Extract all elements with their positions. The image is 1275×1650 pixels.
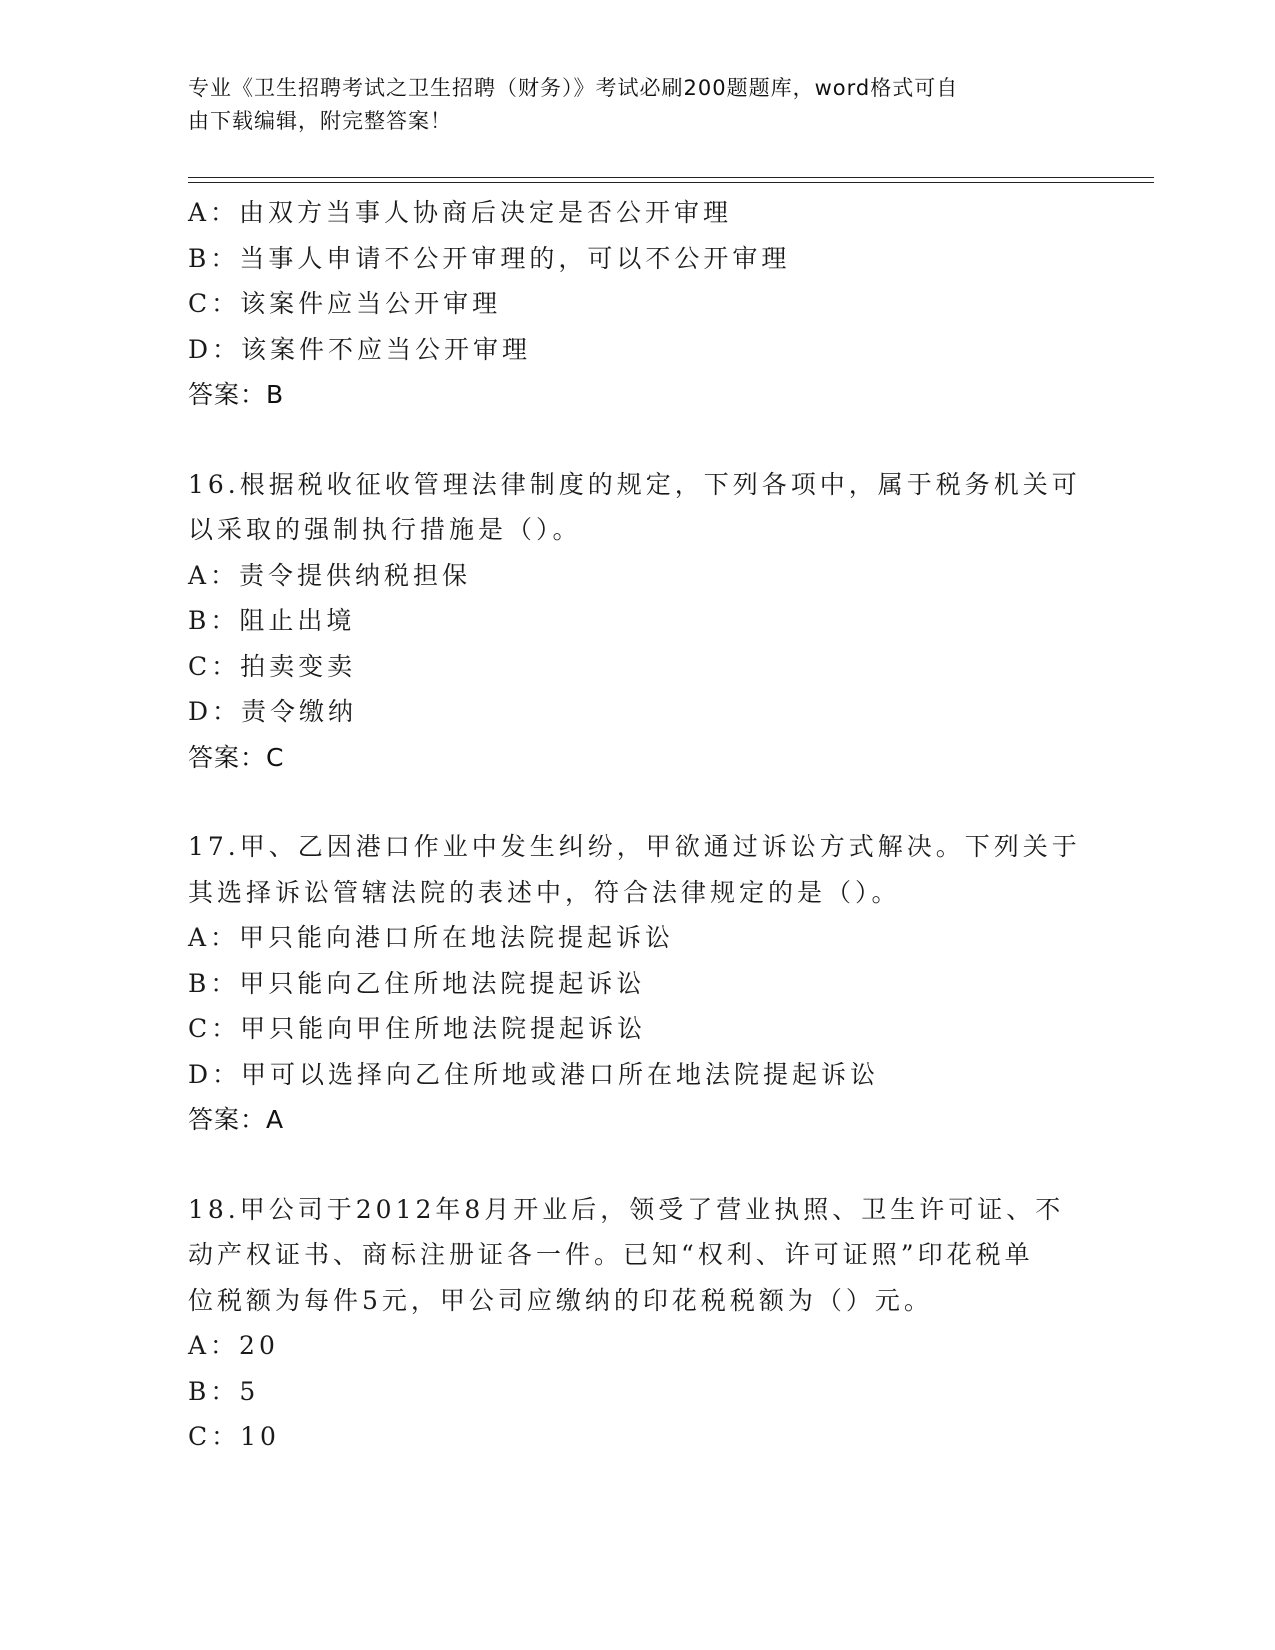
question-stem-line: 动产权证书、商标注册证各一件。已知“权利、许可证照”印花税单 — [188, 1240, 1034, 1269]
option-b: B：5 — [188, 1376, 260, 1406]
question-15 — [188, 190, 1088, 418]
question-stem-line: 其选择诉讼管辖法院的表述中，符合法律规定的是（）。 — [188, 877, 901, 907]
question-16 — [188, 462, 1088, 781]
question-stem-line: 18.甲公司于2012年8月开业后，领受了营业执照、卫生许可证、不 — [188, 1194, 1065, 1224]
question-stem-line: 以采取的强制执行措施是（）。 — [188, 515, 582, 544]
option-d: D：责令缴纳 — [188, 697, 358, 726]
document-header — [188, 72, 1088, 138]
option-b: B：甲只能向乙住所地法院提起诉讼 — [188, 968, 646, 998]
question-list — [188, 190, 1088, 1460]
option-a: A：由双方当事人协商后决定是否公开审理 — [188, 198, 733, 227]
option-a: A：20 — [188, 1331, 279, 1360]
question-stem-line: 17.甲、乙因港口作业中发生纠纷，甲欲通过诉讼方式解决。下列关于 — [188, 832, 1081, 861]
header-divider-bottom — [188, 182, 1154, 183]
question-stem-line: 位税额为每件5元，甲公司应缴纳的印花税税额为（）元。 — [188, 1285, 933, 1315]
question-18 — [188, 1187, 1088, 1460]
option-d: D：甲可以选择向乙住所地或港口所在地法院提起诉讼 — [188, 1059, 880, 1089]
option-d: D：该案件不应当公开审理 — [188, 334, 532, 364]
answer: 答案：C — [188, 742, 285, 772]
spacer — [188, 1143, 1088, 1187]
option-a: A：甲只能向港口所在地法院提起诉讼 — [188, 923, 675, 952]
answer: 答案：B — [188, 380, 285, 409]
header-line-2: 由下载编辑，附完整答案！ — [188, 109, 452, 133]
spacer — [188, 780, 1088, 824]
header-line-1: 专业《卫生招聘考试之卫生招聘（财务）》考试必刷200题题库，word格式可自 — [188, 76, 959, 100]
option-c: C：10 — [188, 1422, 280, 1451]
spacer — [188, 418, 1088, 462]
option-b: B：当事人申请不公开审理的，可以不公开审理 — [188, 243, 791, 273]
option-a: A：责令提供纳税担保 — [188, 560, 472, 590]
question-stem-line: 16.根据税收征收管理法律制度的规定，下列各项中，属于税务机关可 — [188, 469, 1081, 499]
option-b: B：阻止出境 — [188, 606, 356, 635]
answer: 答案：A — [188, 1105, 285, 1134]
option-c: C：拍卖变卖 — [188, 651, 357, 681]
question-17 — [188, 824, 1088, 1143]
option-c: C：甲只能向甲住所地法院提起诉讼 — [188, 1014, 647, 1043]
option-c: C：该案件应当公开审理 — [188, 289, 502, 318]
header-divider-top — [188, 177, 1154, 178]
